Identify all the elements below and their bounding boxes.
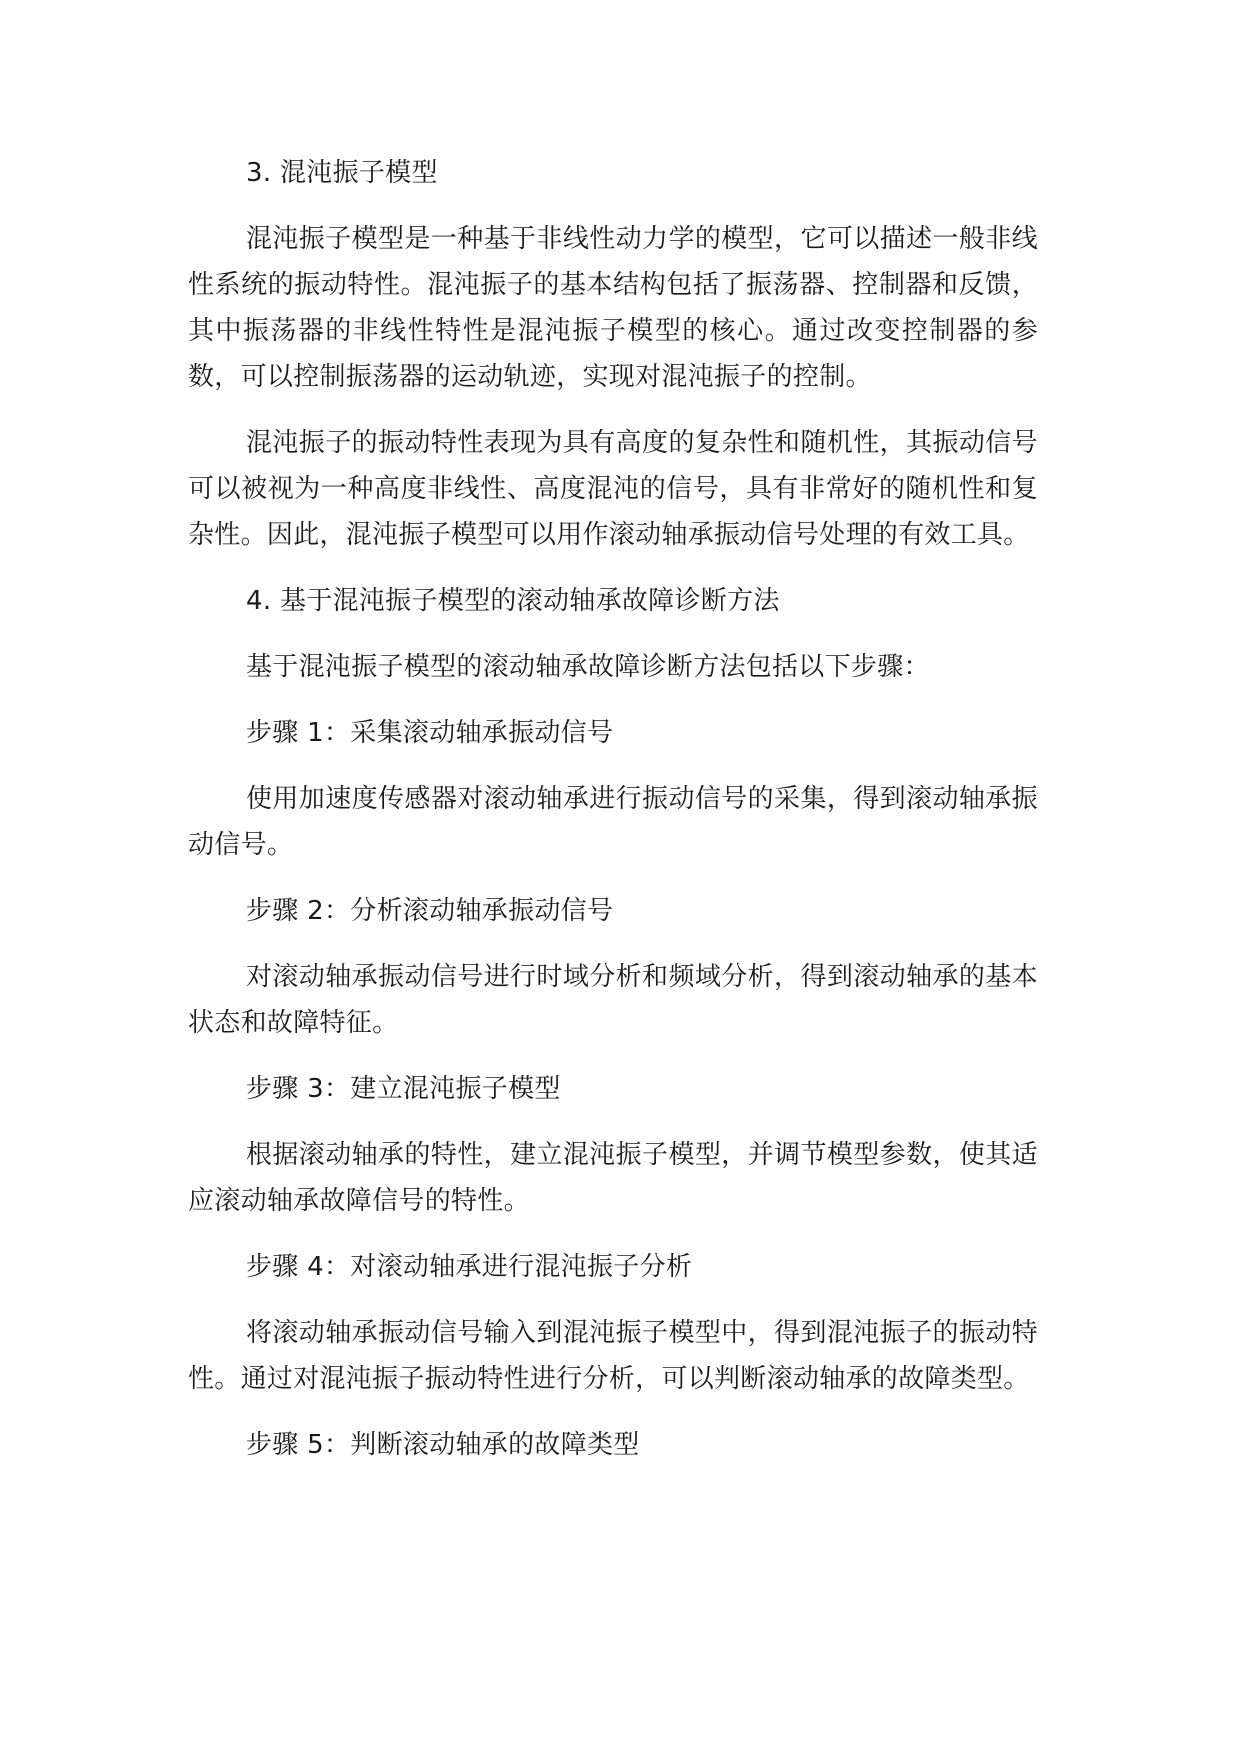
step-4-body: 将滚动轴承振动信号输入到混沌振子模型中，得到混沌振子的振动特性。通过对混沌振子振动特性进行分析，可以判断滚动轴承的故障类型。 (188, 1318, 1038, 1394)
section-heading-4: 4. 基于混沌振子模型的滚动轴承故障诊断方法 (246, 586, 780, 616)
step-2-body: 对滚动轴承振动信号进行时域分析和频域分析，得到滚动轴承的基本状态和故障特征。 (188, 962, 1038, 1038)
paragraph-method-intro: 基于混沌振子模型的滚动轴承故障诊断方法包括以下步骤： (246, 652, 930, 682)
document-page (188, 150, 1038, 1468)
step-2-heading: 步骤 2：分析滚动轴承振动信号 (246, 896, 614, 926)
step-3-body: 根据滚动轴承的特性，建立混沌振子模型，并调节模型参数，使其适应滚动轴承故障信号的特性。 (188, 1140, 1038, 1216)
step-5-heading: 步骤 5：判断滚动轴承的故障类型 (246, 1430, 640, 1460)
step-1-heading: 步骤 1：采集滚动轴承振动信号 (246, 718, 614, 748)
step-4-heading: 步骤 4：对滚动轴承进行混沌振子分析 (246, 1252, 693, 1282)
paragraph-chaos-model-intro: 混沌振子模型是一种基于非线性动力学的模型，它可以描述一般非线性系统的振动特性。混沌振子的基本结构包括了振荡器、控制器和反馈，其中振荡器的非线性特性是混沌振子模型的核心。通过改变控制器的参数，可以控制振荡器的运动轨迹，实现对混沌振子的控制。 (188, 224, 1038, 392)
section-heading-3: 3. 混沌振子模型 (246, 158, 438, 188)
step-1-body: 使用加速度传感器对滚动轴承进行振动信号的采集，得到滚动轴承振动信号。 (188, 784, 1038, 860)
step-3-heading: 步骤 3：建立混沌振子模型 (246, 1074, 561, 1104)
paragraph-chaos-characteristics: 混沌振子的振动特性表现为具有高度的复杂性和随机性，其振动信号可以被视为一种高度非线性、高度混沌的信号，具有非常好的随机性和复杂性。因此，混沌振子模型可以用作滚动轴承振动信号处理的有效工具。 (188, 428, 1038, 550)
